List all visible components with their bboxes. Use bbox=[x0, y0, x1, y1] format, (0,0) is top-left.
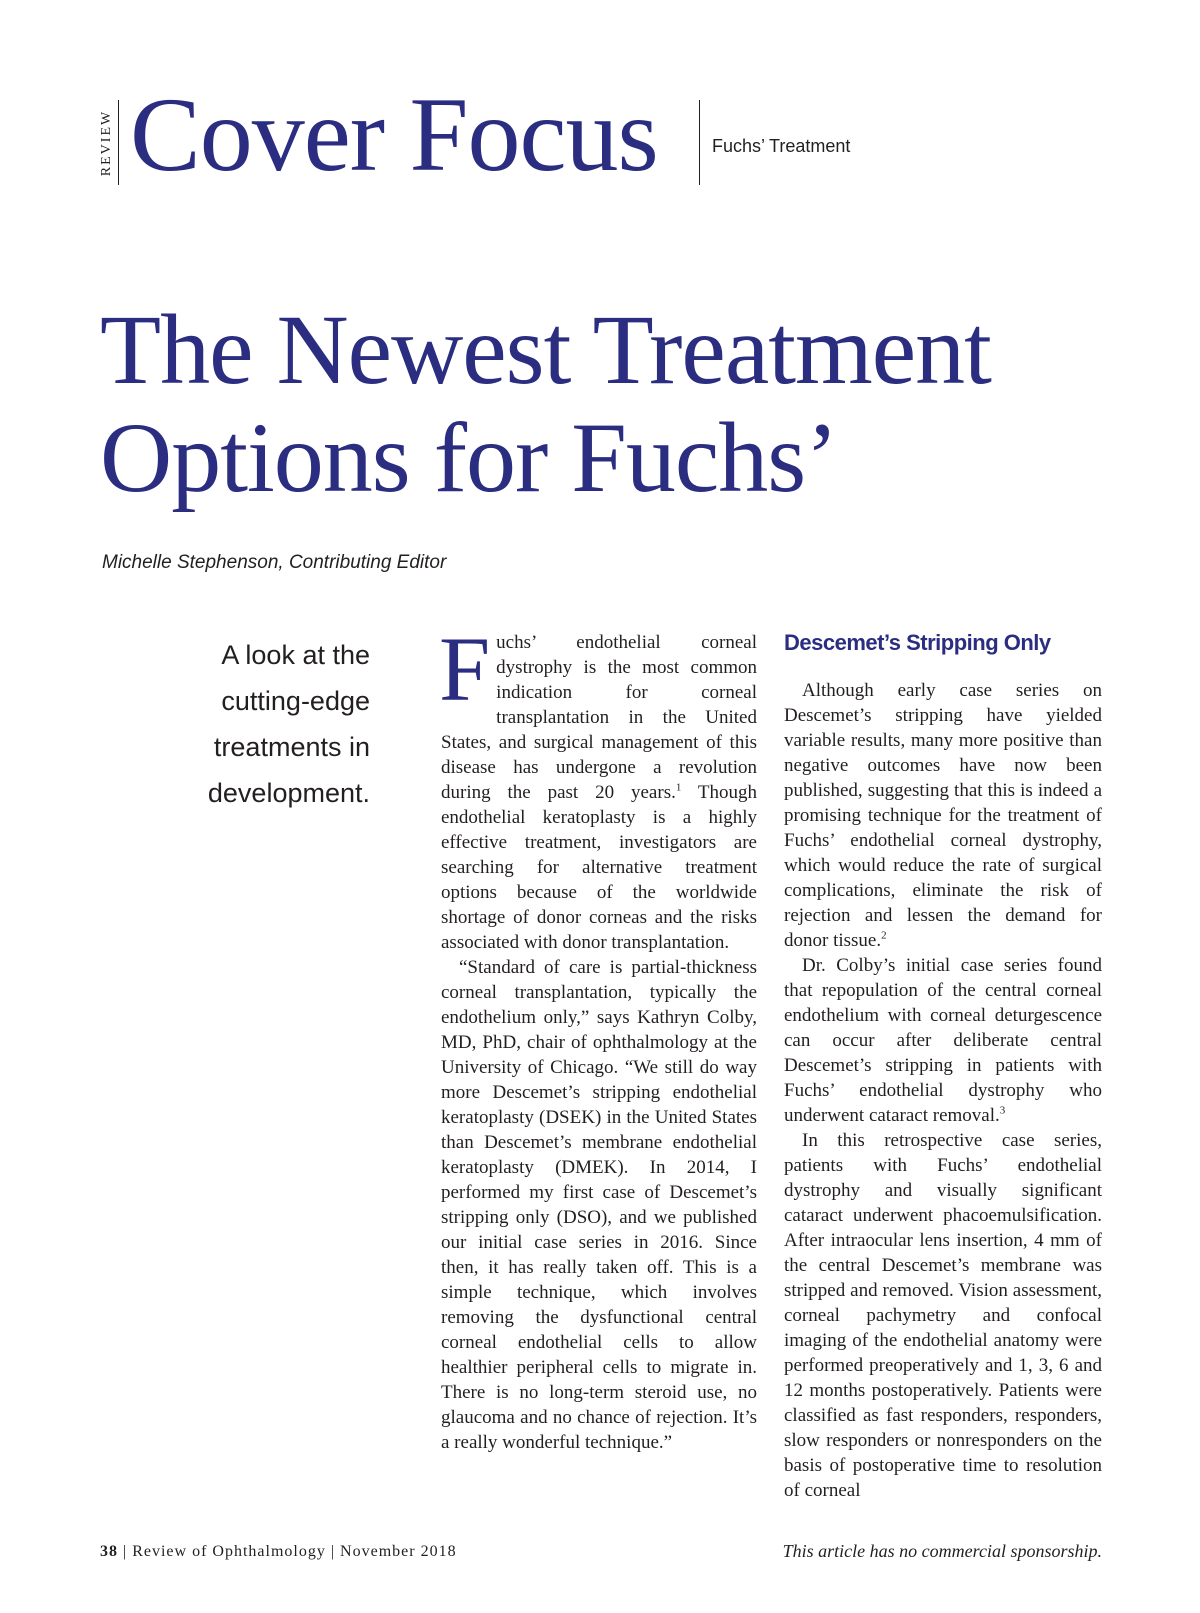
byline: Michelle Stephenson, Contributing Editor bbox=[102, 552, 447, 573]
issue-date: November 2018 bbox=[340, 1543, 457, 1560]
reference-marker: 3 bbox=[999, 1104, 1006, 1117]
body-column-1 bbox=[439, 618, 758, 1455]
body-column-2 bbox=[784, 630, 1102, 1503]
section-label-vertical bbox=[96, 100, 119, 185]
paragraph-text: Dr. Colby’s initial case series found that repopulation of the central corneal endothelium with corneal deturgescence can occur after deliberate central Descemet’s stripping in patients with Fuchs’ endothelial dystrophy who underwent cataract removal. bbox=[784, 955, 1102, 1126]
section-label-text: REVIEW bbox=[99, 109, 114, 176]
paragraph bbox=[784, 953, 1102, 1128]
paragraph bbox=[439, 618, 758, 955]
article-title-line2: Options for Fuchs’ bbox=[100, 402, 838, 513]
reference-marker: 2 bbox=[881, 929, 887, 942]
paragraph-text: Though endothelial keratoplasty is a highly effective treatment, investigators are searching for alternative treatment options because of the worldwide shortage of donor corneas and the risks associated with donor transplantation. bbox=[441, 782, 758, 953]
paragraph-text: uchs’ endothelial corneal dystrophy is the most common indication for corneal transplantation in the United States, and surgical management of this disease has undergone a revolution during the past 20 years. bbox=[441, 632, 757, 803]
paragraph-text: Although early case series on Descemet’s stripping have yielded variable results, many more positive than negative outcomes have now been published, suggesting that this is indeed a promising technique for the treatment of Fuchs’ endothelial corneal dystrophy, which would reduce the rate of surgical complications, eliminate the risk of rejection and lessen the demand for donor tissue. bbox=[784, 680, 1102, 951]
section-tag: Fuchs’ Treatment bbox=[712, 136, 851, 156]
paragraph: In this retrospective case series, patients with Fuchs’ endothelial dystrophy and visually significant cataract underwent phacoemulsification. After intraocular lens insertion, 4 mm of the central Descemet’s membrane was stripped and removed. Vision assessment, corneal pachymetry and confocal imaging of the endothelial anatomy were performed preoperatively and 1, 3, 6 and 12 months postoperatively. Patients were classified as fast responders, responders, slow responders or nonresponders on the basis of postoperative time to resolution of corneal bbox=[784, 1130, 1102, 1501]
article-title-line1: The Newest Treatment bbox=[100, 294, 991, 405]
drop-cap: F bbox=[439, 618, 491, 720]
reference-marker: 1 bbox=[675, 781, 682, 794]
subheading: Descemet’s Stripping Only bbox=[784, 630, 1051, 655]
article-deck: A look at the cutting-edge treatments in development. bbox=[207, 640, 370, 808]
article-title bbox=[100, 296, 1160, 512]
section-title: Cover Focus bbox=[130, 76, 658, 193]
paragraph bbox=[784, 678, 1102, 953]
publication-name: Review of Ophthalmology bbox=[132, 1543, 326, 1560]
header-divider bbox=[699, 100, 700, 185]
page-footer: 38 | Review of Ophthalmology | November 2018 bbox=[100, 1543, 457, 1560]
paragraph: “Standard of care is partial-thickness corneal transplantation, typically the endothelium only,” says Kathryn Colby, MD, PhD, chair of ophthalmology at the University of Chicago. “We still do way more Descemet’s stripping endothelial keratoplasty (DSEK) in the United States than Descemet’s membrane endothelial keratoplasty (DMEK). In 2014, I performed my first case of Descemet’s stripping only (DSO), and we published our initial case series in 2016. Since then, it has really taken off. This is a simple technique, which involves removing the dysfunctional central corneal endothelial cells to allow healthier peripheral cells to migrate in. There is no long-term steroid use, no glaucoma and no chance of rejection. It’s a really wonderful technique.” bbox=[441, 957, 757, 1453]
sponsorship-disclaimer: This article has no commercial sponsorship. bbox=[782, 1541, 1102, 1561]
page-number: 38 bbox=[100, 1543, 118, 1560]
